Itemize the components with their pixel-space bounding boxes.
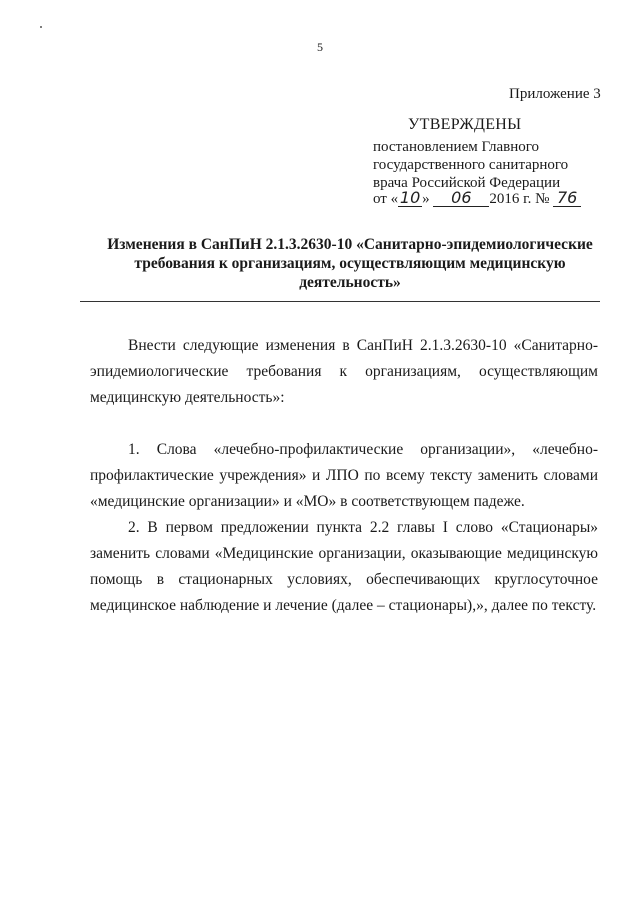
intro-paragraph [90,333,598,411]
title-line-2: требования к организациям, осуществляющим медицинскую [134,255,566,272]
item-2-line-2: заменить словами «Медицинские организации, оказывающие медицинскую [90,545,598,562]
approval-title: УТВЕРЖДЕНЫ [408,116,522,133]
scan-speck [40,26,42,28]
title-divider [80,301,600,302]
approval-line-1: постановлением Главного [373,139,540,155]
page-number: 5 [317,40,323,54]
item-2-line-3: помощь в стационарных условиях, обеспечивающих круглосуточное [90,571,598,588]
document-title [104,235,596,292]
item-2-line-4: медицинское наблюдение и лечение (далее – стационары),», далее по тексту. [90,597,597,614]
item-1-line-3: «медицинские организации» и «МО» в соответствующем падеже. [90,493,525,510]
date-month: 06 [433,190,489,207]
date-mid: » [422,191,430,207]
approval-line-2: государственного санитарного [373,157,569,173]
appendix-label: Приложение 3 [509,86,601,102]
decree-number: 76 [553,190,581,207]
item-2-line-1: 2. В первом предложении пункта 2.2 главы I слово «Стационары» [128,519,598,536]
date-year: 2016 г. № [489,191,550,207]
item-1-line-1: 1. Слова «лечебно-профилактические организации», «лечебно- [128,441,598,458]
intro-line-3: медицинскую деятельность»: [90,389,285,406]
item-1-line-2: профилактические учреждения» и ЛПО по всему тексту заменить словами [90,467,598,484]
approval-line-3: врача Российской Федерации [373,175,561,191]
approval-date-line [373,190,581,208]
title-line-1: Изменения в СанПиН 2.1.3.2630-10 «Санитарно-эпидемиологические [107,236,593,253]
intro-line-2: эпидемиологические требования к организациям, осуществляющим [90,363,598,380]
item-2-paragraph [90,515,598,619]
date-prefix: от « [373,191,399,207]
item-1-paragraph [90,437,598,515]
date-day: 10 [399,188,421,207]
title-line-3: деятельность» [299,274,401,291]
intro-line-1: Внести следующие изменения в СанПиН 2.1.3.2630-10 «Санитарно- [128,337,598,354]
